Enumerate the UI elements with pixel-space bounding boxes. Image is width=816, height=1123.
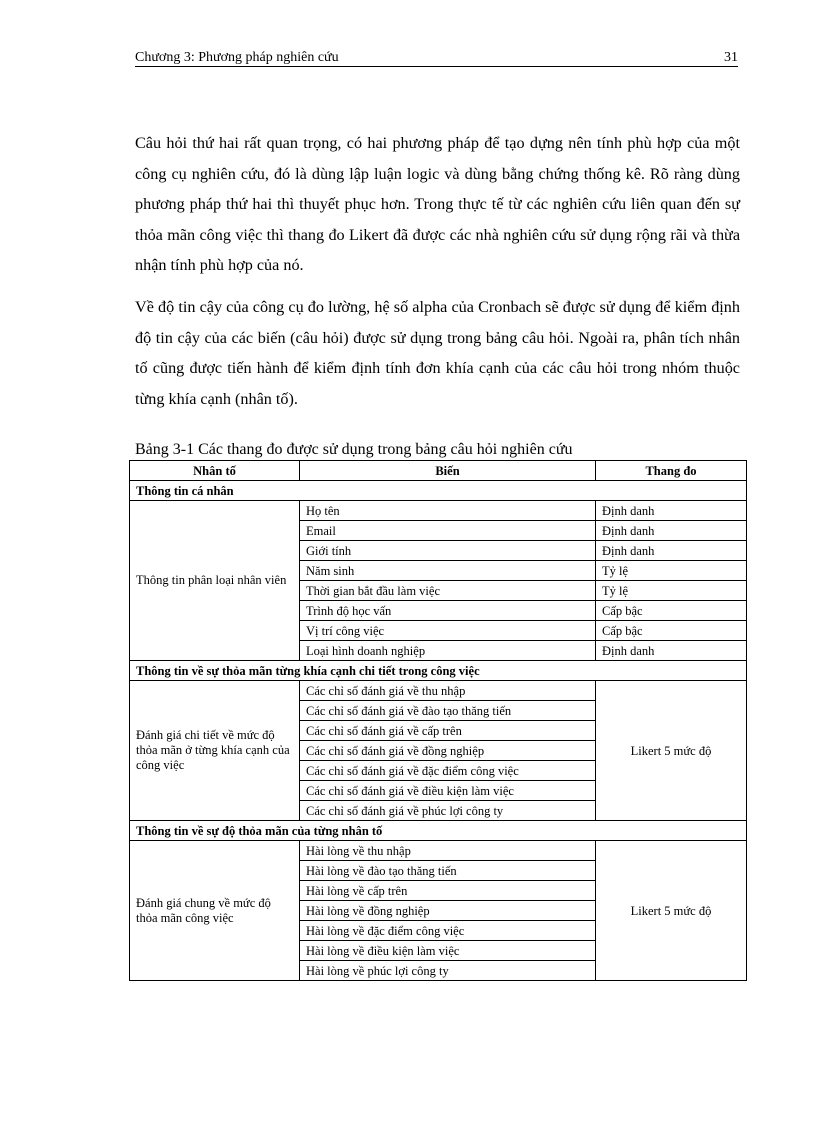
table-caption: Bảng 3-1 Các thang đo được sử dụng trong bảng câu hỏi nghiên cứu [135, 441, 573, 458]
chapter-title: Chương 3: Phương pháp nghiên cứu [135, 50, 339, 65]
variable-cell: Hài lòng về điều kiện làm việc [300, 941, 596, 961]
variable-cell: Giới tính [300, 541, 596, 561]
variable-cell: Thời gian bắt đầu làm việc [300, 581, 596, 601]
scale-cell: Tỷ lệ [596, 581, 747, 601]
variable-cell: Các chỉ số đánh giá về đồng nghiệp [300, 741, 596, 761]
table-row [130, 841, 747, 861]
variable-cell: Vị trí công việc [300, 621, 596, 641]
shared-scale-cell: Likert 5 mức độ [596, 841, 747, 981]
page-header [135, 50, 738, 67]
scale-cell: Cấp bậc [596, 621, 747, 641]
scale-cell: Định danh [596, 641, 747, 661]
section-row [130, 661, 747, 681]
scale-cell: Định danh [596, 521, 747, 541]
variable-cell: Các chỉ số đánh giá về đào tạo thăng tiến [300, 701, 596, 721]
scale-cell: Định danh [596, 501, 747, 521]
group-cell: Thông tin phân loại nhân viên [130, 501, 300, 661]
variable-cell: Hài lòng về phúc lợi công ty [300, 961, 596, 981]
variable-cell: Các chỉ số đánh giá về phúc lợi công ty [300, 801, 596, 821]
scale-cell: Cấp bậc [596, 601, 747, 621]
group-cell: Đánh giá chung về mức độ thỏa mãn công việc [130, 841, 300, 981]
section-title: Thông tin về sự độ thỏa mãn của từng nhân tố [130, 821, 747, 841]
variable-cell: Các chỉ số đánh giá về điều kiện làm việc [300, 781, 596, 801]
variable-cell: Các chỉ số đánh giá về đặc điểm công việc [300, 761, 596, 781]
variable-cell: Email [300, 521, 596, 541]
section-row [130, 481, 747, 501]
table-row [130, 681, 747, 701]
table-header-row [130, 461, 747, 481]
variable-cell: Họ tên [300, 501, 596, 521]
variable-cell: Các chỉ số đánh giá về cấp trên [300, 721, 596, 741]
variable-cell: Hài lòng về đào tạo thăng tiến [300, 861, 596, 881]
variable-cell: Hài lòng về thu nhập [300, 841, 596, 861]
page-number: 31 [724, 50, 738, 65]
header-scale: Thang đo [596, 461, 747, 481]
group-cell: Đánh giá chi tiết về mức độ thỏa mãn ở từng khía cạnh của công việc [130, 681, 300, 821]
scale-cell: Định danh [596, 541, 747, 561]
variable-cell: Năm sinh [300, 561, 596, 581]
paragraph-2: Về độ tin cậy của công cụ đo lường, hệ số alpha của Cronbach sẽ được sử dụng để kiểm định độ tin cậy của các biến (câu hỏi) được sử dụng trong bảng câu hỏi. Ngoài ra, phân tích nhân tố cũng được tiến hành để kiểm định tính đơn khía cạnh của các câu hỏi trong nhóm thuộc từng khía cạnh (nhân tố). [135, 298, 740, 408]
variable-cell: Hài lòng về đặc điểm công việc [300, 921, 596, 941]
variable-cell: Hài lòng về đồng nghiệp [300, 901, 596, 921]
variable-cell: Hài lòng về cấp trên [300, 881, 596, 901]
section-row [130, 821, 747, 841]
paragraph-1: Câu hỏi thứ hai rất quan trọng, có hai phương pháp để tạo dựng nên tính phù hợp của một công cụ nghiên cứu, đó là dùng lập luận logic và dùng bằng chứng thống kê. Rõ ràng dùng phương pháp thứ hai thì thuyết phục hơn. Trong thực tế từ các nghiên cứu liên quan đến sự thỏa mãn công việc thì thang đo Likert đã được các nhà nghiên cứu sử dụng rộng rãi và thừa nhận tính phù hợp của nó. [135, 134, 740, 274]
variable-cell: Trình độ học vấn [300, 601, 596, 621]
variable-cell: Các chỉ số đánh giá về thu nhập [300, 681, 596, 701]
section-title: Thông tin cá nhân [130, 481, 747, 501]
header-variable: Biến [300, 461, 596, 481]
scales-table [129, 460, 747, 981]
variable-cell: Loại hình doanh nghiệp [300, 641, 596, 661]
table-row [130, 501, 747, 521]
section-title: Thông tin về sự thỏa mãn từng khía cạnh chi tiết trong công việc [130, 661, 747, 681]
scale-cell: Tỷ lệ [596, 561, 747, 581]
header-factor: Nhân tố [130, 461, 300, 481]
shared-scale-cell: Likert 5 mức độ [596, 681, 747, 821]
